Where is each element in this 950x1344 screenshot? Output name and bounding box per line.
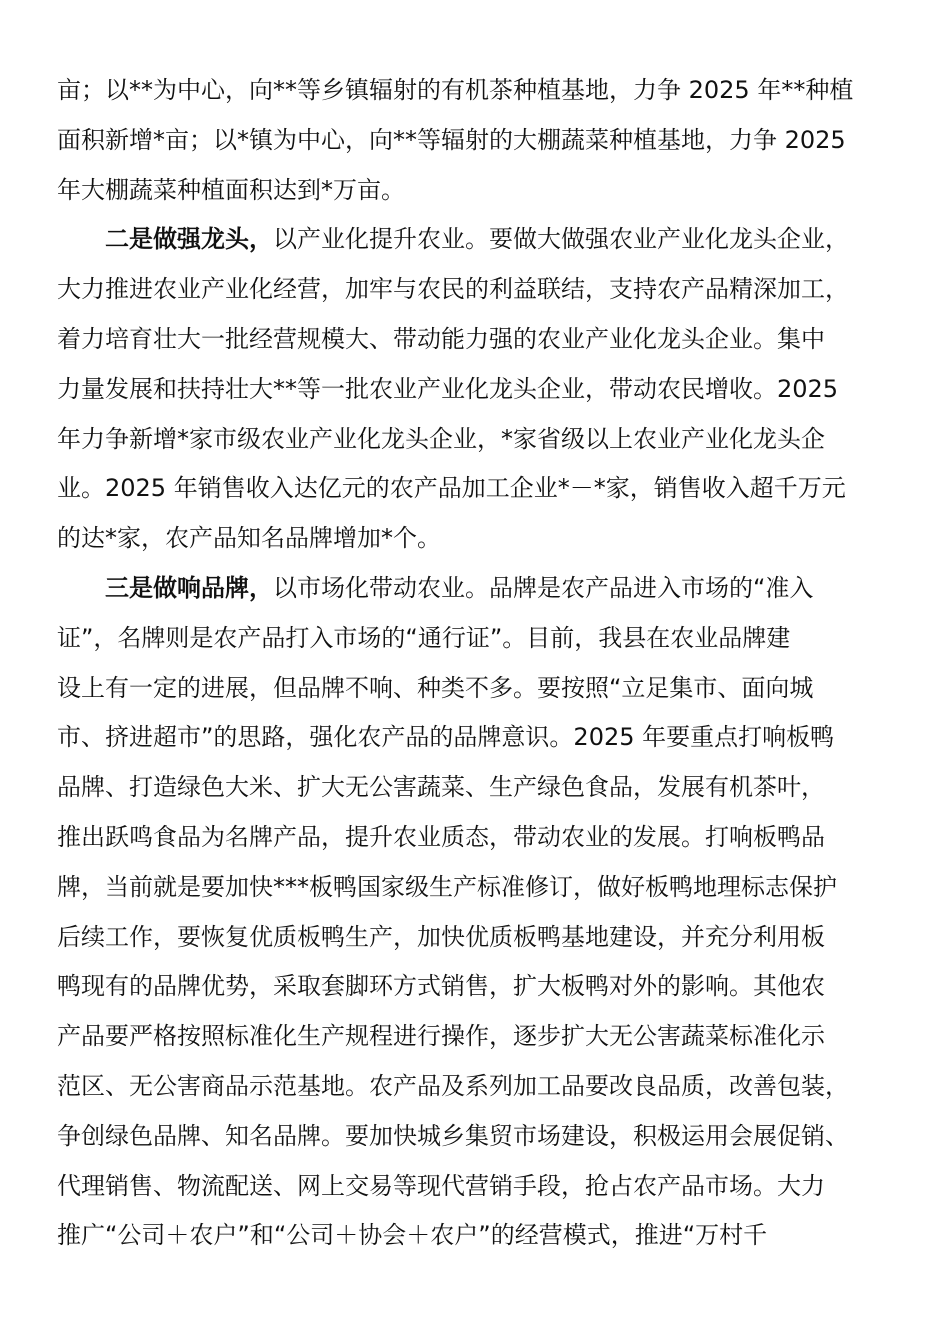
text-line: 品牌、打造绿色大米、扩大无公害蔬菜、生产绿色食品，发展有机茶叶， bbox=[57, 773, 825, 802]
text-line: 力量发展和扶持壮大**等一批农业产业化龙头企业，带动农民增收。2025 bbox=[57, 374, 839, 403]
text-line: 年大棚蔬菜种植面积达到*万亩。 bbox=[57, 175, 405, 204]
text-line: 年力争新增*家市级农业产业化龙头企业，*家省级以上农业产业化龙头企 bbox=[57, 424, 825, 453]
text-line: 代理销售、物流配送、网上交易等现代营销手段，抢占农产品市场。大力 bbox=[57, 1171, 825, 1200]
text-line: 争创绿色品牌、知名品牌。要加快城乡集贸市场建设，积极运用会展促销、 bbox=[57, 1121, 849, 1150]
paragraph-lead: 二是做强龙头， bbox=[105, 225, 273, 254]
text-line-first bbox=[57, 215, 895, 265]
text-line-first bbox=[57, 564, 895, 614]
text-line: 后续工作，要恢复优质板鸭生产，加快优质板鸭基地建设，并充分利用板 bbox=[57, 922, 825, 951]
text-line: 设上有一定的进展，但品牌不响、种类不多。要按照“立足集市、面向城 bbox=[57, 673, 814, 702]
text-line: 着力培育壮大一批经营规模大、带动能力强的农业产业化龙头企业。集中 bbox=[57, 324, 825, 353]
paragraph-brands bbox=[57, 564, 895, 1261]
text-line: 证”，名牌则是农产品打入市场的“通行证”。目前，我县在农业品牌建 bbox=[57, 623, 791, 652]
text-line: 推广“公司＋农户”和“公司＋协会＋农户”的经营模式，推进“万村千 bbox=[57, 1221, 768, 1250]
paragraph-continued bbox=[57, 66, 895, 215]
text-line: 产品要严格按照标准化生产规程进行操作，逐步扩大无公害蔬菜标准化示 bbox=[57, 1022, 825, 1051]
text-line: 的达*家，农产品知名品牌增加*个。 bbox=[57, 524, 441, 553]
text-line: 亩；以**为中心，向**等乡镇辐射的有机茶种植基地，力争 2025 年**种植 bbox=[57, 76, 854, 104]
text-line: 范区、无公害商品示范基地。农产品及系列加工品要改良品质，改善包装， bbox=[57, 1071, 849, 1100]
paragraph-leading-enterprises bbox=[57, 215, 895, 564]
text-line: 推出跃鸣食品为名牌产品，提升农业质态，带动农业的发展。打响板鸭品 bbox=[57, 822, 825, 851]
text-line-rest: 以产业化提升农业。要做大做强农业产业化龙头企业， bbox=[273, 225, 849, 254]
text-line-rest: 以市场化带动农业。品牌是农产品进入市场的“准入 bbox=[273, 573, 814, 602]
text-line: 鸭现有的品牌优势，采取套脚环方式销售，扩大板鸭对外的影响。其他农 bbox=[57, 972, 825, 1001]
text-line: 大力推进农业产业化经营，加牢与农民的利益联结，支持农产品精深加工， bbox=[57, 275, 849, 304]
text-line: 牌，当前就是要加快***板鸭国家级生产标准修订，做好板鸭地理标志保护 bbox=[57, 872, 837, 901]
paragraph-lead: 三是做响品牌， bbox=[105, 573, 273, 602]
text-line: 市、挤进超市”的思路，强化农产品的品牌意识。2025 年要重点打响板鸭 bbox=[57, 723, 835, 752]
document-body bbox=[57, 66, 895, 1261]
text-line: 业。2025 年销售收入达亿元的农产品加工企业*－*家，销售收入超千万元 bbox=[57, 474, 846, 503]
text-line: 面积新增*亩；以*镇为中心，向**等辐射的大棚蔬菜种植基地，力争 2025 bbox=[57, 125, 846, 154]
